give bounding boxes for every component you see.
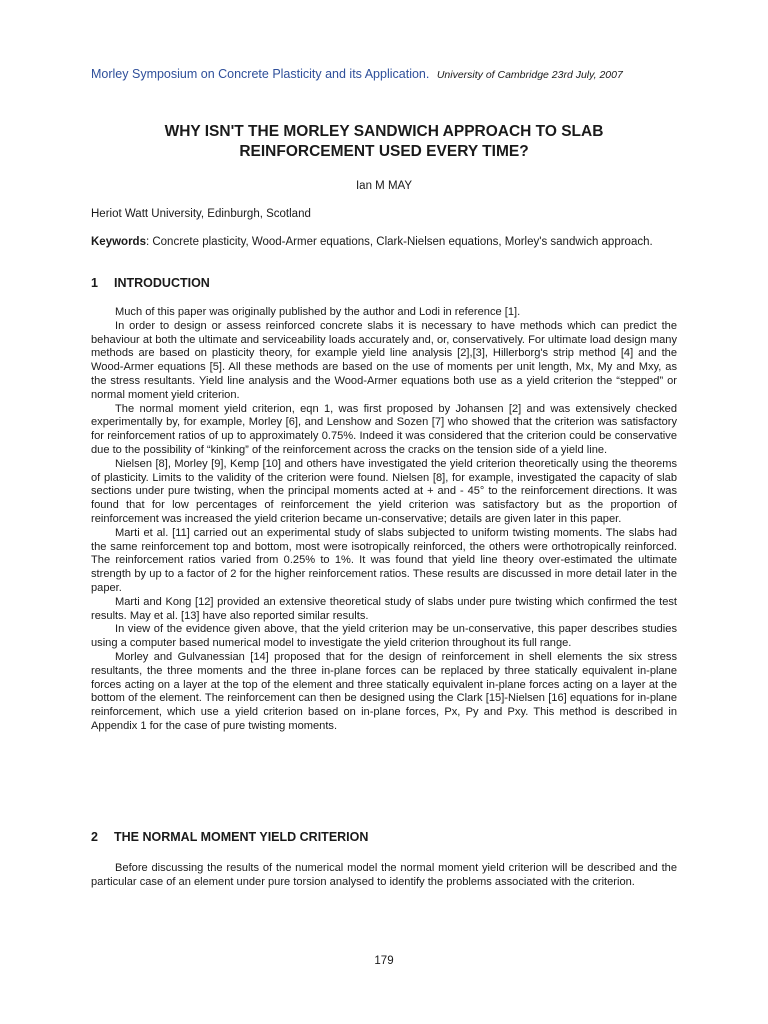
university-date: University of Cambridge 23rd July, 2007: [436, 69, 623, 81]
title-line-2: REINFORCEMENT USED EVERY TIME?: [239, 143, 529, 160]
section-heading-yield-criterion: [91, 830, 368, 844]
paragraph: In view of the evidence given above, that the yield criterion may be un-conservative, this paper describes studies using a computer based numerical model to investigate the yield criterion throughout its full range.: [91, 623, 677, 650]
author: Ian M MAY: [355, 180, 413, 192]
paragraph: Nielsen [8], Morley [9], Kemp [10] and others have investigated the yield criterion theoretically using the theorems of plasticity. Limits to the validity of the criterion were found. Nielsen [8], for example, investigated the capacity of slab sections under pure twisting, when the principal moments acted at + and - 45° to the reinforcement directions. It was found that for low percentages of reinforcement the yield criterion was satisfactory but as the proportion of reinforcement was increased the yield criterion became un-conservative; details are given later in this paper.: [91, 457, 677, 525]
section-body-yield-criterion: [91, 862, 677, 890]
paragraph: Much of this paper was originally published by the author and Lodi in reference [1].: [115, 306, 521, 318]
paragraph: In order to design or assess reinforced concrete slabs it is necessary to have methods which can predict the behaviour at both the ultimate and serviceability loads accurately and, or, conservatively. For ultimate load design many methods are based on plasticity theory, for example yield line analysis [2],[3], Hillerborg's strip method [4] and the Wood-Armer equations [5]. All these methods are based on the use of moments per unit length, Mx, My and Mxy, as the stress resultants. Yield line analysis and the Wood-Armer equations both use as a yield criterion the “stepped” or normal moment yield criterion.: [91, 319, 677, 401]
symposium-name: Morley Symposium on Concrete Plasticity and its Application.: [91, 67, 430, 81]
section-number: 1: [91, 276, 98, 290]
paragraph: Morley and Gulvanessian [14] proposed that for the design of reinforcement in shell elements the six stress resultants, the three moments and the three in-plane forces can be replaced by three statically equivalent in-plane forces acting on a layer at the top of the element and three statically equivalent in-plane forces acting on a layer at the bottom of the element. The reinforcement can then be designed using the Clark [15]-Nielsen [16] equations for in-plane reinforcement, which use a yield criterion based on in-plane forces, Px, Py and Pxy. This method is described in Appendix 1 for the case of pure twisting moments.: [91, 650, 677, 732]
running-header: [91, 67, 691, 81]
section-number: 2: [91, 830, 98, 844]
paragraph: Before discussing the results of the numerical model the normal moment yield criterion will be described and the particular case of an element under pure torsion analysed to identify the problems associated with the criterion.: [91, 862, 677, 888]
keywords: [91, 235, 677, 249]
paragraph: Marti et al. [11] carried out an experimental study of slabs subjected to uniform twisting moments. The slabs had the same reinforcement top and bottom, most were isotropically reinforced, the others were orthotropically reinforced. The reinforcement ratios varied from 0.25% to 1%. It was found that yield line theory over-estimated the ultimate strength by up to a factor of 2 for the higher reinforcement ratios. These results are discussed in more detail later in the paper.: [91, 526, 677, 594]
title-line-1: WHY ISN'T THE MORLEY SANDWICH APPROACH TO SLAB: [164, 123, 604, 140]
section-heading-introduction: [91, 276, 210, 290]
section-title: INTRODUCTION: [114, 276, 210, 290]
page-number: 179: [374, 955, 394, 967]
keywords-text: : Concrete plasticity, Wood-Armer equations, Clark-Nielsen equations, Morley's sandwich approach.: [145, 236, 653, 248]
affiliation: Heriot Watt University, Edinburgh, Scotland: [91, 208, 311, 220]
section-body-introduction: [91, 306, 677, 734]
paragraph: The normal moment yield criterion, eqn 1, was first proposed by Johansen [2] and was extensively checked experimentally by, for example, Morley [6], and Lenshow and Sozen [7] who showed that the criterion was satisfactory for reinforcement ratios of up to approximately 0.75%. Indeed it was considered that the criterion could be conservative due to the possibility of “kinking” of the reinforcement across the cracks on the tension side of a yield line.: [91, 402, 677, 456]
paper-title: [60, 122, 708, 162]
section-title: THE NORMAL MOMENT YIELD CRITERION: [114, 830, 369, 844]
paragraph: Marti and Kong [12] provided an extensive theoretical study of slabs under pure twisting which confirmed the test results. May et al. [13] have also reported similar results.: [91, 595, 677, 622]
keywords-label: Keywords: [91, 236, 146, 248]
